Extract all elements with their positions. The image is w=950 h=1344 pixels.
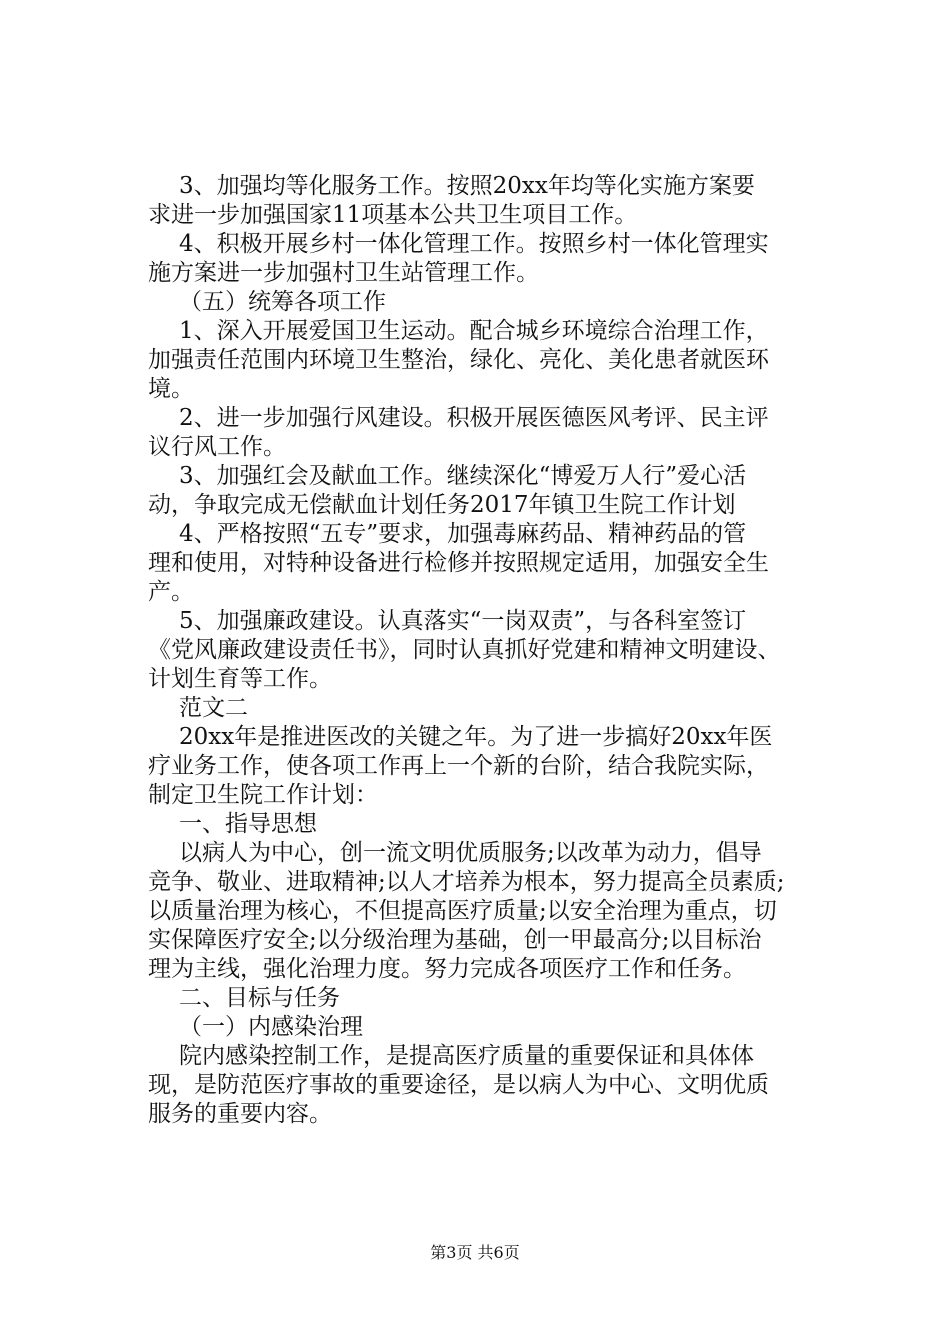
paragraph-line: 求进一步加强国家11项基本公共卫生项目工作。 xyxy=(148,202,638,228)
paragraph-line: 竞争、敬业、进取精神;以人才培养为根本，努力提高全员素质; xyxy=(148,869,785,895)
paragraph-line: 疗业务工作，使各项工作再上一个新的台阶，结合我院实际， xyxy=(148,753,769,779)
paragraph-line: 制定卫生院工作计划： xyxy=(148,782,378,808)
paragraph-line: 服务的重要内容。 xyxy=(148,1101,332,1127)
paragraph-line: 1、深入开展爱国卫生运动。配合城乡环境综合治理工作， xyxy=(179,318,769,344)
section-heading: 一、指导思想 xyxy=(179,811,317,837)
paragraph-line: 计划生育等工作。 xyxy=(148,666,332,692)
paragraph-line: 现，是防范医疗事故的重要途径，是以病人为中心、文明优质 xyxy=(148,1072,769,1098)
paragraph-line: 理和使用，对特种设备进行检修并按照规定适用，加强安全生 xyxy=(148,550,769,576)
paragraph-line: 院内感染控制工作，是提高医疗质量的重要保证和具体体 xyxy=(179,1043,754,1069)
paragraph-line: 5、加强廉政建设。认真落实“一岗双责”，与各科室签订 xyxy=(179,608,747,634)
paragraph-line: 《党风廉政建设责任书》，同时认真抓好党建和精神文明建设、 xyxy=(148,637,781,663)
paragraph-line: 3、加强红会及献血工作。继续深化“博爱万人行”爱心活 xyxy=(179,463,747,489)
paragraph-line: 施方案进一步加强村卫生站管理工作。 xyxy=(148,260,539,286)
paragraph-line: 加强责任范围内环境卫生整治，绿化、亮化、美化患者就医环 xyxy=(148,347,769,373)
section-heading: （一）内感染治理 xyxy=(179,1014,363,1040)
paragraph-line: 议行风工作。 xyxy=(148,434,286,460)
paragraph-line: 动，争取完成无偿献血计划任务2017年镇卫生院工作计划 xyxy=(148,492,736,518)
paragraph-line: 以质量治理为核心，不但提高医疗质量;以安全治理为重点，切 xyxy=(148,898,777,924)
paragraph-line: 理为主线，强化治理力度。努力完成各项医疗工作和任务。 xyxy=(148,956,746,982)
section-heading: 范文二 xyxy=(179,695,248,721)
paragraph-line: 产。 xyxy=(148,579,194,605)
paragraph-line: 2、进一步加强行风建设。积极开展医德医风考评、民主评 xyxy=(179,405,769,431)
paragraph-line: 4、严格按照“五专”要求，加强毒麻药品、精神药品的管 xyxy=(179,521,747,547)
paragraph-line: 实保障医疗安全;以分级治理为基础，创一甲最高分;以目标治 xyxy=(148,927,762,953)
paragraph-line: 境。 xyxy=(148,376,194,402)
paragraph-line: 4、积极开展乡村一体化管理工作。按照乡村一体化管理实 xyxy=(179,231,769,257)
paragraph-line: 20xx年是推进医改的关键之年。为了进一步搞好20xx年医 xyxy=(179,724,773,750)
section-heading: （五）统筹各项工作 xyxy=(179,289,386,315)
document-body xyxy=(148,172,828,1129)
page-number: 第3页 共6页 xyxy=(430,1243,520,1262)
section-heading: 二、目标与任务 xyxy=(179,985,340,1011)
paragraph-line: 3、加强均等化服务工作。按照20xx年均等化实施方案要 xyxy=(179,173,755,199)
paragraph-line: 以病人为中心，创一流文明优质服务;以改革为动力，倡导 xyxy=(179,840,762,866)
